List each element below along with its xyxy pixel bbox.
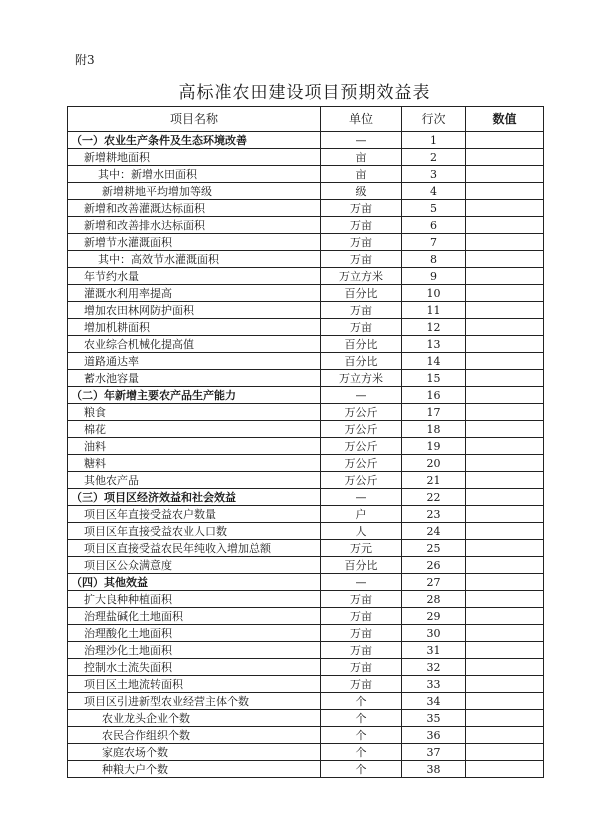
table-row xyxy=(68,693,544,710)
table-row xyxy=(68,659,544,676)
row-value-cell xyxy=(466,472,544,489)
row-name-cell: 项目区年直接受益农业人口数 xyxy=(68,523,321,540)
row-name-cell: 治理沙化土地面积 xyxy=(68,642,321,659)
table-row xyxy=(68,727,544,744)
table-row xyxy=(68,370,544,387)
row-line-cell: 6 xyxy=(402,217,466,234)
row-line-cell: 30 xyxy=(402,625,466,642)
row-unit-cell: 百分比 xyxy=(321,285,402,302)
row-name-cell: 糖料 xyxy=(68,455,321,472)
table-row xyxy=(68,149,544,166)
row-name-cell: 控制水土流失面积 xyxy=(68,659,321,676)
row-value-cell xyxy=(466,132,544,149)
row-line-cell: 11 xyxy=(402,302,466,319)
table-row xyxy=(68,404,544,421)
header-value: 数值 xyxy=(466,107,544,132)
row-value-cell xyxy=(466,761,544,778)
row-name-cell: 农业综合机械化提高值 xyxy=(68,336,321,353)
table-row xyxy=(68,472,544,489)
row-value-cell xyxy=(466,625,544,642)
row-name-cell: 项目区土地流转面积 xyxy=(68,676,321,693)
table-row xyxy=(68,625,544,642)
row-line-cell: 37 xyxy=(402,744,466,761)
row-name-cell: 其他农产品 xyxy=(68,472,321,489)
row-value-cell xyxy=(466,642,544,659)
row-unit-cell: 万亩 xyxy=(321,625,402,642)
row-line-cell: 14 xyxy=(402,353,466,370)
row-value-cell xyxy=(466,744,544,761)
row-name-cell: 项目区公众满意度 xyxy=(68,557,321,574)
row-name-cell: 道路通达率 xyxy=(68,353,321,370)
row-name-cell: 棉花 xyxy=(68,421,321,438)
appendix-label: 附3 xyxy=(75,53,95,67)
table-body xyxy=(68,132,544,778)
row-name-cell: （四）其他效益 xyxy=(68,574,321,591)
table-row xyxy=(68,455,544,472)
row-value-cell xyxy=(466,251,544,268)
row-unit-cell: — xyxy=(321,387,402,404)
row-unit-cell: 万亩 xyxy=(321,608,402,625)
table-row xyxy=(68,285,544,302)
row-unit-cell: 人 xyxy=(321,523,402,540)
row-line-cell: 13 xyxy=(402,336,466,353)
row-line-cell: 27 xyxy=(402,574,466,591)
row-line-cell: 31 xyxy=(402,642,466,659)
row-line-cell: 38 xyxy=(402,761,466,778)
row-value-cell xyxy=(466,336,544,353)
table-row xyxy=(68,353,544,370)
row-value-cell xyxy=(466,183,544,200)
row-name-cell: 蓄水池容量 xyxy=(68,370,321,387)
row-unit-cell: 百分比 xyxy=(321,336,402,353)
row-unit-cell: 户 xyxy=(321,506,402,523)
table-row xyxy=(68,336,544,353)
row-name-cell: 新增耕地面积 xyxy=(68,149,321,166)
row-line-cell: 33 xyxy=(402,676,466,693)
row-name-cell: （三）项目区经济效益和社会效益 xyxy=(68,489,321,506)
table-row xyxy=(68,319,544,336)
row-value-cell xyxy=(466,676,544,693)
row-line-cell: 7 xyxy=(402,234,466,251)
row-name-cell: 新增节水灌溉面积 xyxy=(68,234,321,251)
table-row xyxy=(68,540,544,557)
table-header-row xyxy=(68,107,544,132)
row-unit-cell: 亩 xyxy=(321,166,402,183)
row-line-cell: 21 xyxy=(402,472,466,489)
row-name-cell: （一）农业生产条件及生态环境改善 xyxy=(68,132,321,149)
row-value-cell xyxy=(466,302,544,319)
row-line-cell: 32 xyxy=(402,659,466,676)
row-unit-cell: 万亩 xyxy=(321,251,402,268)
row-unit-cell: — xyxy=(321,574,402,591)
header-name: 项目名称 xyxy=(68,107,321,132)
row-unit-cell: 百分比 xyxy=(321,557,402,574)
row-unit-cell: 个 xyxy=(321,693,402,710)
table-row xyxy=(68,642,544,659)
row-line-cell: 3 xyxy=(402,166,466,183)
table-row xyxy=(68,217,544,234)
row-unit-cell: 级 xyxy=(321,183,402,200)
row-line-cell: 4 xyxy=(402,183,466,200)
row-value-cell xyxy=(466,404,544,421)
row-unit-cell: 个 xyxy=(321,710,402,727)
row-unit-cell: 个 xyxy=(321,761,402,778)
row-value-cell xyxy=(466,523,544,540)
row-unit-cell: 万公斤 xyxy=(321,421,402,438)
row-unit-cell: 万亩 xyxy=(321,200,402,217)
row-unit-cell: 万亩 xyxy=(321,659,402,676)
row-value-cell xyxy=(466,540,544,557)
table-row xyxy=(68,166,544,183)
table-row xyxy=(68,506,544,523)
row-line-cell: 29 xyxy=(402,608,466,625)
row-line-cell: 28 xyxy=(402,591,466,608)
row-line-cell: 18 xyxy=(402,421,466,438)
table-row xyxy=(68,557,544,574)
row-unit-cell: 万立方米 xyxy=(321,370,402,387)
row-unit-cell: 万亩 xyxy=(321,319,402,336)
row-line-cell: 36 xyxy=(402,727,466,744)
row-name-cell: 家庭农场个数 xyxy=(68,744,321,761)
row-name-cell: 新增耕地平均增加等级 xyxy=(68,183,321,200)
row-name-cell: 新增和改善灌溉达标面积 xyxy=(68,200,321,217)
row-name-cell: 项目区年直接受益农户数量 xyxy=(68,506,321,523)
row-unit-cell: 万元 xyxy=(321,540,402,557)
table-row xyxy=(68,676,544,693)
row-value-cell xyxy=(466,557,544,574)
table-row xyxy=(68,438,544,455)
row-name-cell: 农民合作组织个数 xyxy=(68,727,321,744)
row-line-cell: 5 xyxy=(402,200,466,217)
section-row xyxy=(68,489,544,506)
row-name-cell: 增加农田林网防护面积 xyxy=(68,302,321,319)
row-line-cell: 25 xyxy=(402,540,466,557)
table-row xyxy=(68,523,544,540)
row-unit-cell: 万立方米 xyxy=(321,268,402,285)
row-value-cell xyxy=(466,659,544,676)
row-value-cell xyxy=(466,353,544,370)
row-line-cell: 8 xyxy=(402,251,466,268)
row-name-cell: 灌溉水利用率提高 xyxy=(68,285,321,302)
row-line-cell: 1 xyxy=(402,132,466,149)
row-name-cell: 年节约水量 xyxy=(68,268,321,285)
table-row xyxy=(68,234,544,251)
row-line-cell: 2 xyxy=(402,149,466,166)
row-value-cell xyxy=(466,506,544,523)
row-name-cell: 油料 xyxy=(68,438,321,455)
page-title: 高标准农田建设项目预期效益表 xyxy=(178,83,431,103)
row-line-cell: 26 xyxy=(402,557,466,574)
row-value-cell xyxy=(466,489,544,506)
row-name-cell: 其中：高效节水灌溉面积 xyxy=(68,251,321,268)
table-row xyxy=(68,302,544,319)
section-row xyxy=(68,574,544,591)
row-unit-cell: 万亩 xyxy=(321,676,402,693)
row-value-cell xyxy=(466,693,544,710)
row-value-cell xyxy=(466,200,544,217)
row-value-cell xyxy=(466,166,544,183)
row-unit-cell: 万亩 xyxy=(321,302,402,319)
row-unit-cell: 万公斤 xyxy=(321,404,402,421)
header-unit: 单位 xyxy=(321,107,402,132)
row-value-cell xyxy=(466,217,544,234)
row-unit-cell: — xyxy=(321,489,402,506)
header-line: 行次 xyxy=(402,107,466,132)
row-name-cell: （二）年新增主要农产品生产能力 xyxy=(68,387,321,404)
row-value-cell xyxy=(466,608,544,625)
row-unit-cell: 万亩 xyxy=(321,591,402,608)
table-row xyxy=(68,761,544,778)
table-row xyxy=(68,268,544,285)
row-name-cell: 项目区引进新型农业经营主体个数 xyxy=(68,693,321,710)
row-value-cell xyxy=(466,370,544,387)
row-line-cell: 24 xyxy=(402,523,466,540)
row-unit-cell: — xyxy=(321,132,402,149)
row-name-cell: 其中：新增水田面积 xyxy=(68,166,321,183)
table-row xyxy=(68,421,544,438)
row-value-cell xyxy=(466,421,544,438)
row-unit-cell: 万公斤 xyxy=(321,472,402,489)
row-unit-cell: 个 xyxy=(321,727,402,744)
table-row xyxy=(68,200,544,217)
row-value-cell xyxy=(466,574,544,591)
row-line-cell: 16 xyxy=(402,387,466,404)
table-row xyxy=(68,591,544,608)
row-line-cell: 12 xyxy=(402,319,466,336)
table-row xyxy=(68,608,544,625)
row-line-cell: 23 xyxy=(402,506,466,523)
row-name-cell: 种粮大户个数 xyxy=(68,761,321,778)
row-unit-cell: 万公斤 xyxy=(321,438,402,455)
row-value-cell xyxy=(466,268,544,285)
row-unit-cell: 个 xyxy=(321,744,402,761)
row-line-cell: 20 xyxy=(402,455,466,472)
row-name-cell: 扩大良种种植面积 xyxy=(68,591,321,608)
row-unit-cell: 万公斤 xyxy=(321,455,402,472)
table-row xyxy=(68,744,544,761)
section-row xyxy=(68,132,544,149)
row-unit-cell: 百分比 xyxy=(321,353,402,370)
table-row xyxy=(68,710,544,727)
row-value-cell xyxy=(466,149,544,166)
row-line-cell: 15 xyxy=(402,370,466,387)
row-value-cell xyxy=(466,591,544,608)
row-unit-cell: 万亩 xyxy=(321,642,402,659)
row-value-cell xyxy=(466,285,544,302)
row-value-cell xyxy=(466,710,544,727)
row-line-cell: 9 xyxy=(402,268,466,285)
row-line-cell: 17 xyxy=(402,404,466,421)
benefit-table xyxy=(67,106,544,778)
row-unit-cell: 亩 xyxy=(321,149,402,166)
row-line-cell: 19 xyxy=(402,438,466,455)
table-row xyxy=(68,183,544,200)
row-line-cell: 22 xyxy=(402,489,466,506)
row-name-cell: 粮食 xyxy=(68,404,321,421)
row-unit-cell: 万亩 xyxy=(321,217,402,234)
row-line-cell: 10 xyxy=(402,285,466,302)
row-value-cell xyxy=(466,438,544,455)
row-value-cell xyxy=(466,387,544,404)
section-row xyxy=(68,387,544,404)
row-name-cell: 治理盐碱化土地面积 xyxy=(68,608,321,625)
row-line-cell: 34 xyxy=(402,693,466,710)
row-value-cell xyxy=(466,319,544,336)
row-name-cell: 治理酸化土地面积 xyxy=(68,625,321,642)
row-name-cell: 农业龙头企业个数 xyxy=(68,710,321,727)
row-name-cell: 增加机耕面积 xyxy=(68,319,321,336)
row-value-cell xyxy=(466,455,544,472)
row-line-cell: 35 xyxy=(402,710,466,727)
row-name-cell: 新增和改善排水达标面积 xyxy=(68,217,321,234)
row-value-cell xyxy=(466,234,544,251)
row-name-cell: 项目区直接受益农民年纯收入增加总额 xyxy=(68,540,321,557)
row-unit-cell: 万亩 xyxy=(321,234,402,251)
row-value-cell xyxy=(466,727,544,744)
table-row xyxy=(68,251,544,268)
